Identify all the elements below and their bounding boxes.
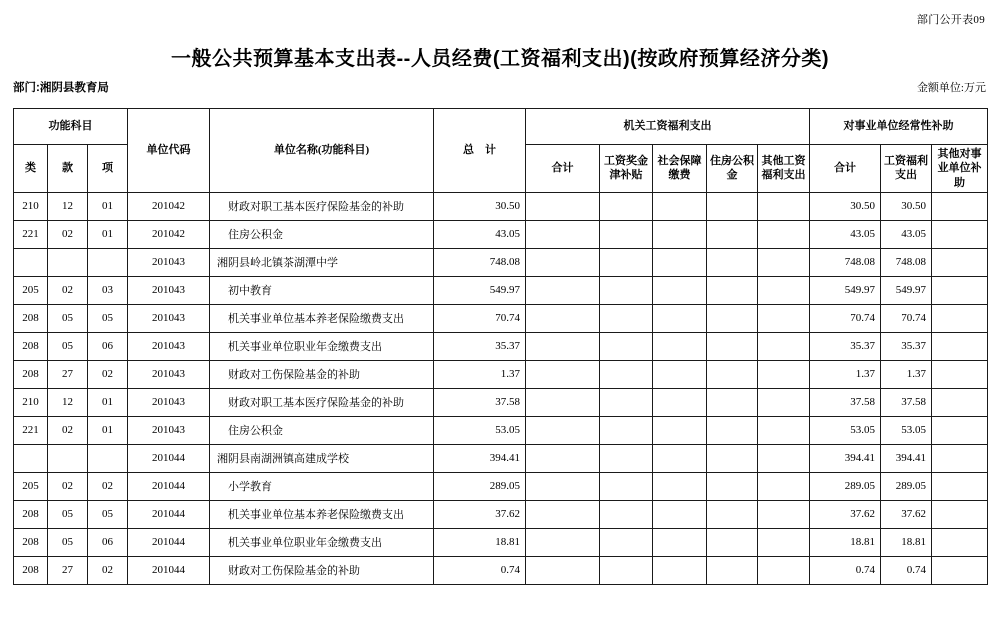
cell-unit-code: 201042 <box>128 192 210 220</box>
cell-grand-total: 289.05 <box>434 472 526 500</box>
table-row <box>14 472 988 500</box>
cell-inst-wage-welfare: 394.41 <box>881 444 932 472</box>
cell-grand-total: 18.81 <box>434 528 526 556</box>
cell-section: 02 <box>48 220 88 248</box>
doc-sheet-label: 部门公开表09 <box>916 14 985 26</box>
cell-gov-subtotal <box>526 332 600 360</box>
cell-unit-code: 201044 <box>128 444 210 472</box>
cell-gov-wage-bonus <box>600 248 653 276</box>
cell-class: 208 <box>14 528 48 556</box>
cell-class: 210 <box>14 192 48 220</box>
cell-grand-total: 37.58 <box>434 388 526 416</box>
cell-grand-total: 394.41 <box>434 444 526 472</box>
cell-class: 208 <box>14 360 48 388</box>
table-row <box>14 500 988 528</box>
cell-gov-housing-fund <box>707 472 758 500</box>
cell-gov-subtotal <box>526 416 600 444</box>
cell-item: 05 <box>88 500 128 528</box>
cell-inst-wage-welfare: 30.50 <box>881 192 932 220</box>
cell-grand-total: 0.74 <box>434 556 526 584</box>
cell-inst-subtotal: 0.74 <box>810 556 881 584</box>
cell-inst-subtotal: 748.08 <box>810 248 881 276</box>
cell-inst-other-subsidy <box>932 192 988 220</box>
cell-inst-subtotal: 289.05 <box>810 472 881 500</box>
cell-gov-social-security <box>653 360 707 388</box>
cell-unit-name: 财政对工伤保险基金的补助 <box>210 556 434 584</box>
cell-gov-social-security <box>653 472 707 500</box>
cell-gov-social-security <box>653 276 707 304</box>
table-header <box>14 109 988 193</box>
cell-unit-code: 201043 <box>128 276 210 304</box>
cell-gov-subtotal <box>526 388 600 416</box>
cell-section <box>48 444 88 472</box>
cell-inst-other-subsidy <box>932 304 988 332</box>
cell-gov-other-welfare <box>758 472 810 500</box>
header-inst-wage-welfare: 工资福利支出 <box>881 145 932 193</box>
cell-gov-housing-fund <box>707 360 758 388</box>
cell-inst-wage-welfare: 549.97 <box>881 276 932 304</box>
cell-class <box>14 444 48 472</box>
header-gov-subtotal: 合计 <box>526 145 600 193</box>
cell-inst-wage-welfare: 37.58 <box>881 388 932 416</box>
cell-unit-code: 201043 <box>128 248 210 276</box>
cell-inst-other-subsidy <box>932 472 988 500</box>
cell-unit-code: 201044 <box>128 472 210 500</box>
cell-gov-housing-fund <box>707 332 758 360</box>
page-title: 一般公共预算基本支出表--人员经费(工资福利支出)(按政府预算经济分类) <box>171 48 829 70</box>
cell-unit-name: 机关事业单位职业年金缴费支出 <box>210 528 434 556</box>
table-row <box>14 304 988 332</box>
budget-table <box>13 108 988 585</box>
table-row <box>14 444 988 472</box>
cell-gov-wage-bonus <box>600 528 653 556</box>
cell-item: 03 <box>88 276 128 304</box>
cell-section: 05 <box>48 332 88 360</box>
cell-unit-code: 201043 <box>128 332 210 360</box>
cell-unit-name: 初中教育 <box>210 276 434 304</box>
cell-section: 05 <box>48 304 88 332</box>
table-row <box>14 388 988 416</box>
cell-gov-other-welfare <box>758 500 810 528</box>
header-functional-subject-group: 功能科目 <box>14 109 128 145</box>
cell-gov-wage-bonus <box>600 416 653 444</box>
cell-gov-subtotal <box>526 220 600 248</box>
table-body <box>14 192 988 584</box>
cell-gov-subtotal <box>526 472 600 500</box>
cell-inst-subtotal: 37.58 <box>810 388 881 416</box>
cell-gov-housing-fund <box>707 192 758 220</box>
cell-inst-wage-welfare: 0.74 <box>881 556 932 584</box>
cell-gov-housing-fund <box>707 304 758 332</box>
cell-inst-subtotal: 70.74 <box>810 304 881 332</box>
cell-grand-total: 43.05 <box>434 220 526 248</box>
header-group-row <box>14 109 988 145</box>
cell-gov-subtotal <box>526 276 600 304</box>
cell-inst-other-subsidy <box>932 360 988 388</box>
table-row <box>14 276 988 304</box>
cell-inst-subtotal: 43.05 <box>810 220 881 248</box>
cell-inst-other-subsidy <box>932 500 988 528</box>
cell-unit-name: 财政对职工基本医疗保险基金的补助 <box>210 388 434 416</box>
cell-section: 12 <box>48 192 88 220</box>
table-row <box>14 556 988 584</box>
cell-inst-other-subsidy <box>932 276 988 304</box>
cell-item: 02 <box>88 556 128 584</box>
cell-inst-wage-welfare: 70.74 <box>881 304 932 332</box>
header-unit-code: 单位代码 <box>128 109 210 193</box>
cell-section <box>48 248 88 276</box>
cell-unit-code: 201043 <box>128 416 210 444</box>
cell-item: 05 <box>88 304 128 332</box>
cell-gov-wage-bonus <box>600 472 653 500</box>
cell-inst-subtotal: 1.37 <box>810 360 881 388</box>
cell-inst-other-subsidy <box>932 248 988 276</box>
cell-gov-subtotal <box>526 528 600 556</box>
cell-item: 01 <box>88 220 128 248</box>
cell-unit-code: 201043 <box>128 388 210 416</box>
cell-gov-social-security <box>653 556 707 584</box>
cell-gov-subtotal <box>526 360 600 388</box>
cell-gov-subtotal <box>526 304 600 332</box>
cell-gov-wage-bonus <box>600 220 653 248</box>
cell-inst-other-subsidy <box>932 388 988 416</box>
cell-gov-housing-fund <box>707 220 758 248</box>
cell-inst-other-subsidy <box>932 332 988 360</box>
meta-row <box>13 79 986 95</box>
cell-inst-other-subsidy <box>932 416 988 444</box>
table-row <box>14 360 988 388</box>
cell-grand-total: 549.97 <box>434 276 526 304</box>
cell-class: 208 <box>14 500 48 528</box>
cell-gov-social-security <box>653 528 707 556</box>
cell-item: 06 <box>88 332 128 360</box>
cell-section: 05 <box>48 500 88 528</box>
cell-section: 12 <box>48 388 88 416</box>
amount-unit-label: 金额单位:万元 <box>916 82 986 94</box>
cell-unit-code: 201044 <box>128 528 210 556</box>
cell-section: 02 <box>48 472 88 500</box>
cell-unit-name: 机关事业单位职业年金缴费支出 <box>210 332 434 360</box>
cell-inst-wage-welfare: 18.81 <box>881 528 932 556</box>
cell-gov-housing-fund <box>707 444 758 472</box>
cell-unit-name: 湘阴县南湖洲镇高建成学校 <box>210 444 434 472</box>
cell-gov-subtotal <box>526 556 600 584</box>
header-gov-welfare-group: 机关工资福利支出 <box>526 109 810 145</box>
cell-unit-name: 机关事业单位基本养老保险缴费支出 <box>210 500 434 528</box>
cell-class: 205 <box>14 472 48 500</box>
header-unit-name: 单位名称(功能科目) <box>210 109 434 193</box>
cell-class: 208 <box>14 556 48 584</box>
cell-unit-name: 住房公积金 <box>210 220 434 248</box>
cell-item <box>88 248 128 276</box>
cell-inst-subtotal: 394.41 <box>810 444 881 472</box>
cell-gov-other-welfare <box>758 416 810 444</box>
cell-gov-other-welfare <box>758 360 810 388</box>
cell-unit-code: 201044 <box>128 556 210 584</box>
cell-gov-housing-fund <box>707 528 758 556</box>
cell-gov-other-welfare <box>758 556 810 584</box>
cell-gov-housing-fund <box>707 388 758 416</box>
header-class: 类 <box>14 145 48 193</box>
header-gov-housing-fund: 住房公积金 <box>707 145 758 193</box>
cell-gov-other-welfare <box>758 192 810 220</box>
cell-unit-name: 机关事业单位基本养老保险缴费支出 <box>210 304 434 332</box>
cell-gov-wage-bonus <box>600 360 653 388</box>
cell-inst-wage-welfare: 53.05 <box>881 416 932 444</box>
table-row <box>14 528 988 556</box>
cell-gov-social-security <box>653 416 707 444</box>
cell-class: 205 <box>14 276 48 304</box>
cell-unit-name: 湘阴县岭北镇茶湖潭中学 <box>210 248 434 276</box>
cell-gov-housing-fund <box>707 276 758 304</box>
cell-section: 27 <box>48 556 88 584</box>
cell-gov-wage-bonus <box>600 388 653 416</box>
cell-gov-social-security <box>653 332 707 360</box>
department-label: 部门:湘阴县教育局 <box>13 82 109 94</box>
cell-gov-subtotal <box>526 500 600 528</box>
cell-unit-code: 201043 <box>128 360 210 388</box>
header-gov-other-welfare: 其他工资福利支出 <box>758 145 810 193</box>
cell-inst-wage-welfare: 35.37 <box>881 332 932 360</box>
cell-gov-social-security <box>653 248 707 276</box>
header-item: 项 <box>88 145 128 193</box>
header-grand-total: 总 计 <box>434 109 526 193</box>
cell-gov-housing-fund <box>707 248 758 276</box>
cell-gov-social-security <box>653 500 707 528</box>
cell-class: 208 <box>14 332 48 360</box>
cell-grand-total: 53.05 <box>434 416 526 444</box>
cell-section: 02 <box>48 416 88 444</box>
cell-inst-other-subsidy <box>932 220 988 248</box>
cell-gov-social-security <box>653 304 707 332</box>
cell-inst-subtotal: 18.81 <box>810 528 881 556</box>
cell-class: 208 <box>14 304 48 332</box>
cell-inst-wage-welfare: 1.37 <box>881 360 932 388</box>
header-inst-subtotal: 合计 <box>810 145 881 193</box>
cell-class: 210 <box>14 388 48 416</box>
cell-gov-housing-fund <box>707 416 758 444</box>
cell-gov-wage-bonus <box>600 276 653 304</box>
cell-gov-subtotal <box>526 444 600 472</box>
cell-gov-other-welfare <box>758 388 810 416</box>
cell-inst-other-subsidy <box>932 528 988 556</box>
table-row <box>14 220 988 248</box>
cell-section: 02 <box>48 276 88 304</box>
cell-class: 221 <box>14 220 48 248</box>
cell-item: 02 <box>88 472 128 500</box>
cell-gov-other-welfare <box>758 276 810 304</box>
cell-item: 02 <box>88 360 128 388</box>
cell-gov-other-welfare <box>758 304 810 332</box>
cell-gov-subtotal <box>526 248 600 276</box>
cell-item: 01 <box>88 192 128 220</box>
header-section: 款 <box>48 145 88 193</box>
cell-class <box>14 248 48 276</box>
cell-unit-name: 小学教育 <box>210 472 434 500</box>
cell-inst-other-subsidy <box>932 444 988 472</box>
cell-grand-total: 30.50 <box>434 192 526 220</box>
cell-gov-social-security <box>653 192 707 220</box>
cell-inst-wage-welfare: 37.62 <box>881 500 932 528</box>
cell-section: 05 <box>48 528 88 556</box>
cell-inst-subtotal: 549.97 <box>810 276 881 304</box>
cell-unit-name: 财政对工伤保险基金的补助 <box>210 360 434 388</box>
cell-inst-wage-welfare: 748.08 <box>881 248 932 276</box>
table-row <box>14 248 988 276</box>
cell-gov-housing-fund <box>707 500 758 528</box>
cell-section: 27 <box>48 360 88 388</box>
cell-unit-name: 住房公积金 <box>210 416 434 444</box>
cell-grand-total: 1.37 <box>434 360 526 388</box>
cell-inst-wage-welfare: 289.05 <box>881 472 932 500</box>
cell-gov-other-welfare <box>758 220 810 248</box>
cell-gov-social-security <box>653 220 707 248</box>
cell-unit-code: 201043 <box>128 304 210 332</box>
cell-gov-wage-bonus <box>600 192 653 220</box>
cell-class: 221 <box>14 416 48 444</box>
header-inst-other-subsidy: 其他对事业单位补助 <box>932 145 988 193</box>
cell-gov-wage-bonus <box>600 556 653 584</box>
cell-gov-social-security <box>653 388 707 416</box>
cell-grand-total: 748.08 <box>434 248 526 276</box>
cell-gov-wage-bonus <box>600 304 653 332</box>
cell-item <box>88 444 128 472</box>
cell-unit-code: 201042 <box>128 220 210 248</box>
header-gov-wage-bonus: 工资奖金津补贴 <box>600 145 653 193</box>
cell-item: 01 <box>88 388 128 416</box>
cell-grand-total: 37.62 <box>434 500 526 528</box>
table-row <box>14 416 988 444</box>
cell-inst-other-subsidy <box>932 556 988 584</box>
cell-inst-subtotal: 37.62 <box>810 500 881 528</box>
cell-grand-total: 35.37 <box>434 332 526 360</box>
cell-gov-subtotal <box>526 192 600 220</box>
cell-inst-wage-welfare: 43.05 <box>881 220 932 248</box>
table-row <box>14 332 988 360</box>
cell-gov-other-welfare <box>758 444 810 472</box>
cell-gov-social-security <box>653 444 707 472</box>
cell-grand-total: 70.74 <box>434 304 526 332</box>
cell-gov-wage-bonus <box>600 444 653 472</box>
cell-gov-other-welfare <box>758 332 810 360</box>
cell-item: 01 <box>88 416 128 444</box>
table-row <box>14 192 988 220</box>
cell-inst-subtotal: 30.50 <box>810 192 881 220</box>
cell-unit-code: 201044 <box>128 500 210 528</box>
cell-gov-other-welfare <box>758 248 810 276</box>
cell-unit-name: 财政对职工基本医疗保险基金的补助 <box>210 192 434 220</box>
header-gov-social-security: 社会保障缴费 <box>653 145 707 193</box>
cell-gov-wage-bonus <box>600 500 653 528</box>
cell-gov-wage-bonus <box>600 332 653 360</box>
cell-inst-subtotal: 53.05 <box>810 416 881 444</box>
header-institution-subsidy-group: 对事业单位经常性补助 <box>810 109 988 145</box>
cell-gov-other-welfare <box>758 528 810 556</box>
cell-gov-housing-fund <box>707 556 758 584</box>
cell-inst-subtotal: 35.37 <box>810 332 881 360</box>
cell-item: 06 <box>88 528 128 556</box>
